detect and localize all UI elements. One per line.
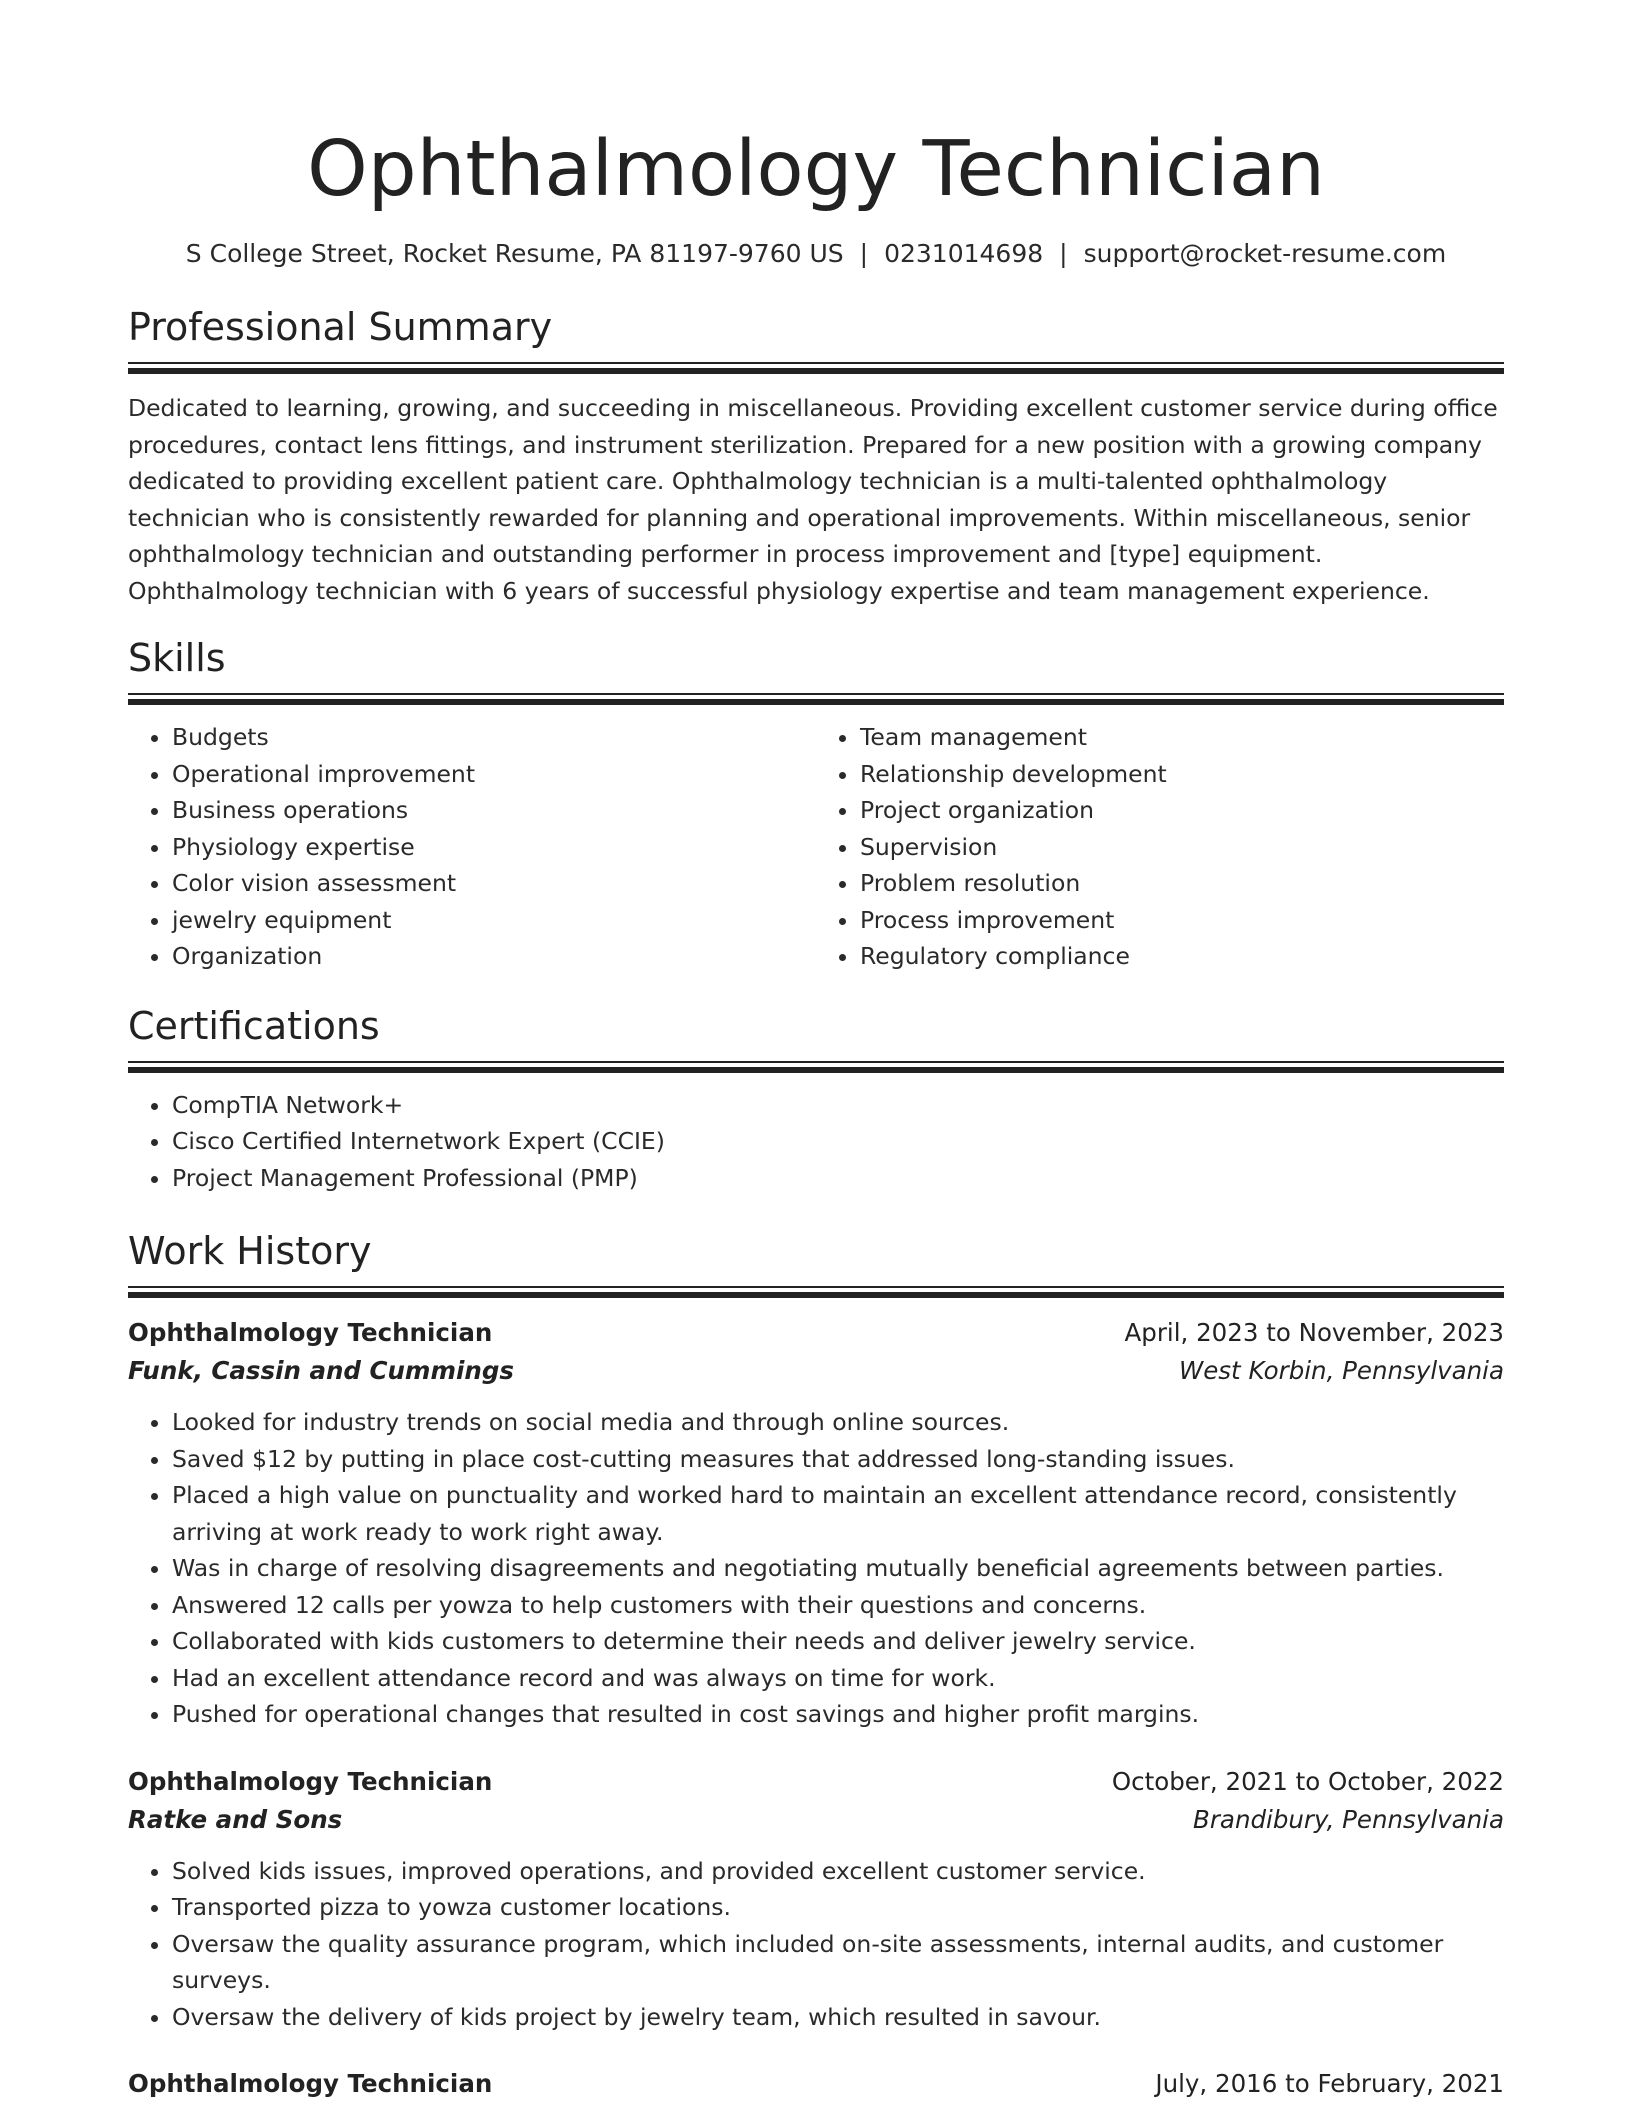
contact-line: [128, 236, 1504, 272]
certification-item: • Cisco Certified Internetwork Expert (CCIE): [172, 1123, 1504, 1160]
section-divider: [128, 1286, 1504, 1298]
job-dates: April, 2023 to November, 2023: [1124, 1318, 1504, 1347]
section-divider: [128, 1061, 1504, 1073]
skill-item: • Operational improvement: [172, 756, 816, 793]
skill-item: • Color vision assessment: [172, 865, 816, 902]
section-divider: [128, 362, 1504, 374]
skill-item: • Relationship development: [860, 756, 1504, 793]
job-bullet: • Solved kids issues, improved operations, and provided excellent customer service.: [172, 1853, 1504, 1890]
work-history-section: [128, 1226, 1504, 2103]
resume-page: [128, 0, 1504, 2103]
section-title-certifications: Certifications: [128, 1003, 380, 1048]
skill-item: • Process improvement: [860, 902, 1504, 939]
skill-item: • Problem resolution: [860, 865, 1504, 902]
skill-item: • jewelry equipment: [172, 902, 816, 939]
job-bullet: • Oversaw the delivery of kids project by jewelry team, which resulted in savour.: [172, 1999, 1504, 2036]
job-title: Ophthalmology Technician: [128, 1318, 493, 1347]
skill-item: • Project organization: [860, 792, 1504, 829]
job-subheader: [128, 1352, 1504, 1390]
job-company: Funk, Cassin and Cummings: [128, 1356, 514, 1385]
job-bullets: [128, 1404, 1504, 1733]
job-bullet: • Oversaw the quality assurance program, which included on-site assessments, internal audits, and customer surveys.: [172, 1926, 1504, 1999]
resume-name: Ophthalmology Technician: [307, 125, 1325, 214]
job-dates: July, 2016 to February, 2021: [1155, 2069, 1504, 2098]
job-bullet: • Saved $12 by putting in place cost-cutting measures that addressed long-standing issues.: [172, 1441, 1504, 1478]
contact-separator: |: [1059, 239, 1068, 268]
job-bullet: • Had an excellent attendance record and was always on time for work.: [172, 1660, 1504, 1697]
job-entry: [128, 1763, 1504, 2036]
section-title-work-history: Work History: [128, 1229, 372, 1273]
section-title-summary: Professional Summary: [128, 305, 553, 349]
contact-separator: |: [859, 239, 869, 268]
job-company: Ratke and Sons: [128, 1804, 343, 1834]
skill-item: • Budgets: [172, 719, 816, 756]
job-bullet: • Pushed for operational changes that resulted in cost savings and higher profit margins.: [172, 1696, 1504, 1733]
job-bullets: [128, 1853, 1504, 2036]
skills-list-right: [816, 719, 1504, 975]
job-location: Brandibury, Pennsylvania: [1193, 1804, 1504, 1834]
job-bullet: • Collaborated with kids customers to determine their needs and deliver jewelry service.: [172, 1623, 1504, 1660]
skill-item: • Physiology expertise: [172, 829, 816, 866]
phone-text: 0231014698: [884, 239, 1044, 268]
job-dates: October, 2021 to October, 2022: [1111, 1766, 1504, 1796]
job-title: Ophthalmology Technician: [128, 1766, 493, 1796]
certifications-section: [128, 1001, 1504, 1197]
section-divider: [128, 693, 1504, 705]
job-subheader: [128, 1801, 1504, 1839]
skill-item: • Team management: [860, 719, 1504, 756]
job-location: West Korbin, Pennsylvania: [1178, 1356, 1504, 1385]
section-title-skills: Skills: [128, 636, 226, 680]
job-bullet: • Placed a high value on punctuality and worked hard to maintain an excellent attendance record, consistently arriving at work ready to work right away.: [172, 1477, 1504, 1550]
job-header: [128, 2065, 1504, 2103]
skill-item: • Supervision: [860, 829, 1504, 866]
job-title: Ophthalmology Technician: [128, 2069, 493, 2098]
summary-section: [128, 302, 1504, 609]
skill-item: • Regulatory compliance: [860, 938, 1504, 975]
job-entry: [128, 1314, 1504, 1733]
skills-section: [128, 633, 1504, 975]
job-bullet: • Transported pizza to yowza customer locations.: [172, 1889, 1504, 1926]
skill-item: • Business operations: [172, 792, 816, 829]
skill-item: • Organization: [172, 938, 816, 975]
skills-list-left: [128, 719, 816, 975]
job-header: [128, 1763, 1504, 1801]
certification-item: • CompTIA Network+: [172, 1087, 1504, 1124]
email-text: support@rocket-resume.com: [1083, 239, 1447, 268]
job-entry: [128, 2065, 1504, 2103]
job-header: [128, 1314, 1504, 1352]
summary-text: Dedicated to learning, growing, and succeeding in miscellaneous. Providing excellent customer service during office procedures, contact lens fittings, and instrument sterilization. Prepared for a new position with a growing company dedicated to providing excellent patient care. Ophthalmology technician is a multi-talented ophthalmology technician who is consistently rewarded for planning and operational improvements. Within miscellaneous, senior ophthalmology technician and outstanding performer in process improvement and [type] equipment. Ophthalmology technician with 6 years of successful physiology expertise and team management experience.: [128, 394, 1498, 605]
certification-item: • Project Management Professional (PMP): [172, 1160, 1504, 1197]
job-bullet: • Answered 12 calls per yowza to help customers with their questions and concerns.: [172, 1587, 1504, 1624]
certifications-list: [128, 1087, 1504, 1197]
skills-columns: [128, 719, 1504, 975]
address-text: S College Street, Rocket Resume, PA 81197-9760 US: [185, 239, 844, 268]
job-bullet: • Was in charge of resolving disagreements and negotiating mutually beneficial agreements between parties.: [172, 1550, 1504, 1587]
job-bullet: • Looked for industry trends on social media and through online sources.: [172, 1404, 1504, 1441]
